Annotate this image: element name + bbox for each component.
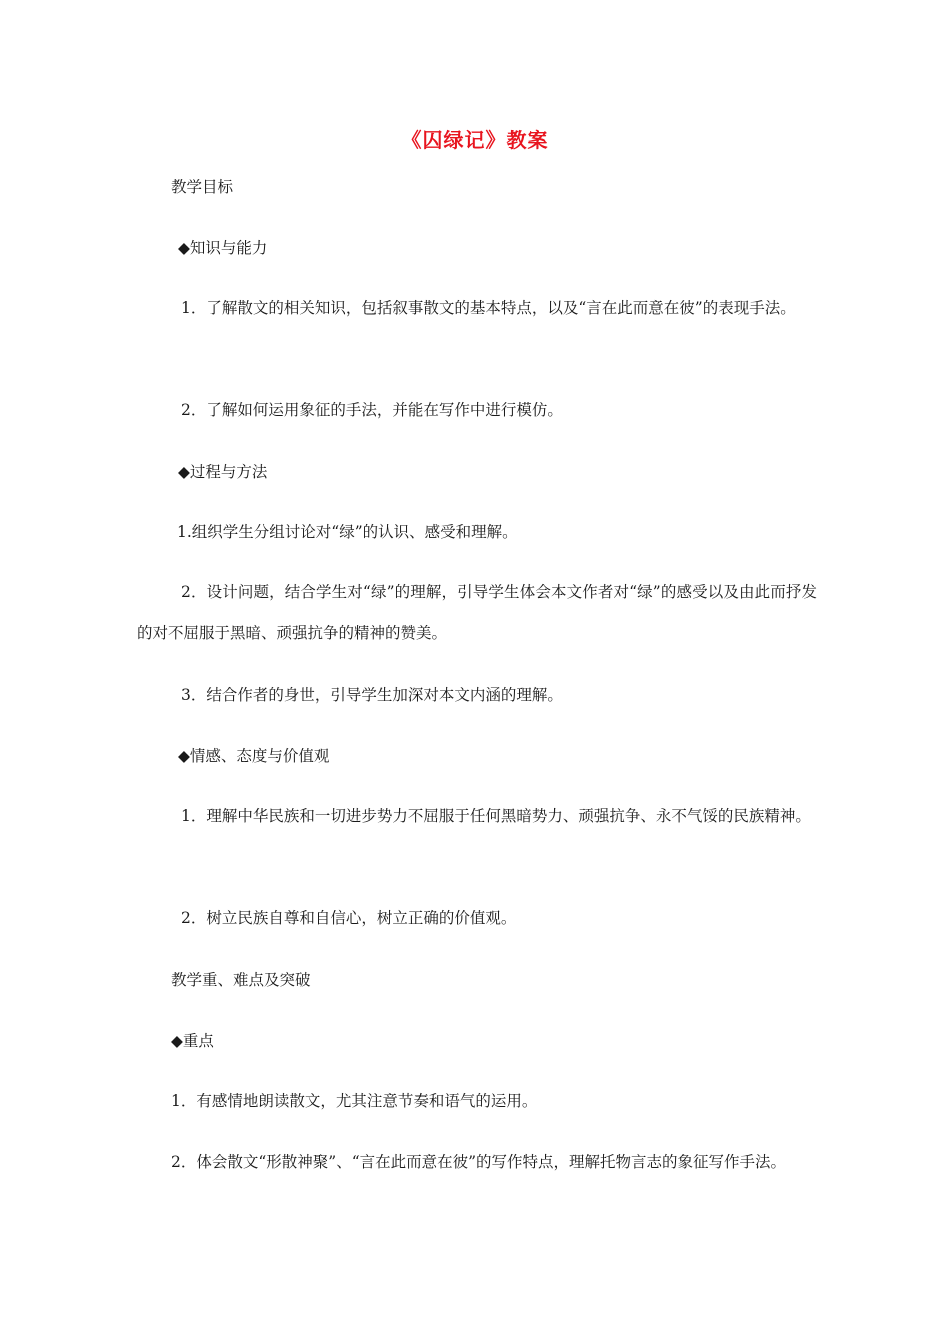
focus-heading: ◆重点 xyxy=(171,1032,214,1050)
process-heading: ◆过程与方法 xyxy=(178,463,268,481)
keypoints-heading: 教学重、难点及突破 xyxy=(171,971,311,989)
emotion-item-1: 1．理解中华民族和一切进步势力不屈服于任何黑暗势力、顽强抗争、永不气馁的民族精神。 xyxy=(181,807,811,825)
emotion-heading: ◆情感、态度与价值观 xyxy=(178,747,330,765)
process-item-2: 2．设计问题，结合学生对“绿”的理解，引导学生体会本文作者对“绿”的感受以及由此而抒发的对不屈服于黑暗、顽强抗争的精神的赞美。 xyxy=(137,583,817,642)
knowledge-item-2: 2．了解如何运用象征的手法，并能在写作中进行模仿。 xyxy=(181,401,563,419)
objectives-heading: 教学目标 xyxy=(171,178,234,196)
knowledge-heading: ◆知识与能力 xyxy=(178,239,268,257)
document-title: 《囚绿记》教案 xyxy=(401,128,549,152)
emotion-item-2: 2．树立民族自尊和自信心，树立正确的价值观。 xyxy=(181,909,517,927)
process-item-1: 1.组织学生分组讨论对“绿”的认识、感受和理解。 xyxy=(177,523,518,541)
focus-item-1: 1．有感情地朗读散文，尤其注意节奏和语气的运用。 xyxy=(171,1092,538,1110)
knowledge-item-1: 1．了解散文的相关知识，包括叙事散文的基本特点，以及“言在此而意在彼”的表现手法。 xyxy=(181,299,796,317)
focus-item-2: 2．体会散文“形散神聚”、“言在此而意在彼”的写作特点，理解托物言志的象征写作手法。 xyxy=(171,1153,787,1171)
process-item-3: 3．结合作者的身世，引导学生加深对本文内涵的理解。 xyxy=(181,686,563,704)
